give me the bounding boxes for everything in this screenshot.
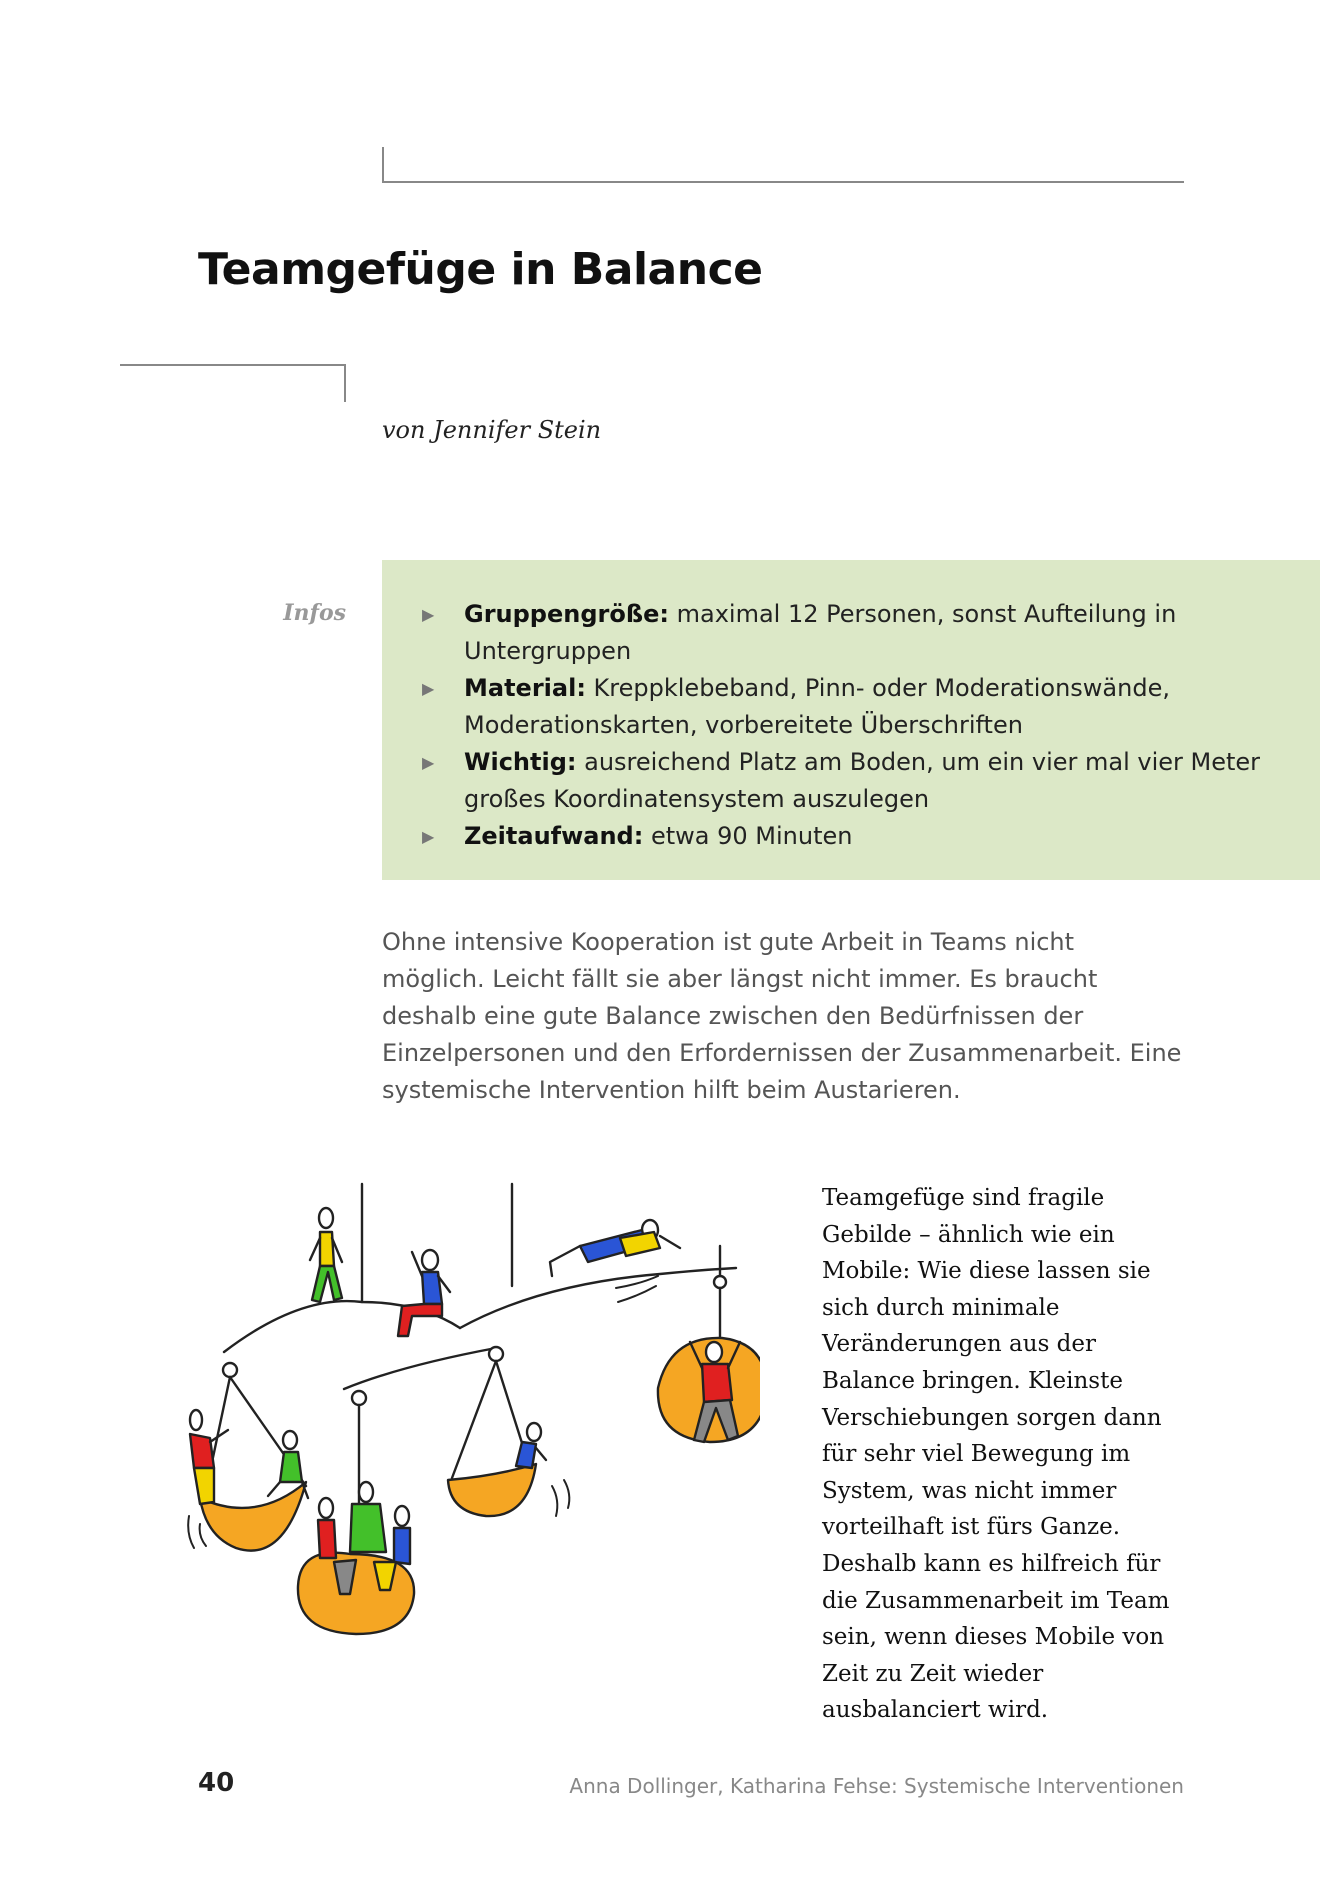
page-number: 40 <box>198 1768 235 1798</box>
intro-paragraph: Ohne intensive Kooperation ist gute Arbeit in Teams nicht möglich. Leicht fällt sie aber längst nicht immer. Es braucht deshalb eine gute Balance zwischen den Bedürfnissen der Einzelpersonen und den Erfordernissen der Zusammenarbeit. Eine systemische Intervention hilft beim Austarieren. <box>382 928 1182 1104</box>
triangle-bullet-icon: ▶ <box>422 753 435 772</box>
team-mobile-illustration <box>180 1176 760 1636</box>
info-text: Kreppklebeband, Pinn- oder Moderationswände, Moderationskarten, vorbereitete Überschriften <box>464 674 1170 739</box>
author-decorative-rule <box>120 364 346 402</box>
left-bowl <box>200 1482 306 1551</box>
info-key: Zeitaufwand: <box>464 822 644 850</box>
figure-blue-middle-bowl <box>516 1423 546 1468</box>
mobile-strings <box>362 1184 720 1302</box>
side-paragraph: Teamgefüge sind fragile Gebilde – ähnlich wie ein Mobile: Wie diese lassen sie sich durch minimale Veränderungen aus der Balance bringen. Kleinste Verschiebungen sorgen dann für sehr viel Bewegung im System, was nicht immer vorteilhaft ist fürs Ganze. Deshalb kann es hilfreich für die Zusammenarbeit im Team sein, wenn dieses Mobile von Zeit zu Zeit wieder ausbalanciert wird. <box>822 1185 1170 1724</box>
triangle-bullet-icon: ▶ <box>422 827 435 846</box>
infos-label: Infos <box>283 600 346 626</box>
figure-yellow-standing <box>310 1208 342 1302</box>
middle-bowl <box>448 1464 536 1516</box>
info-key: Wichtig: <box>464 748 577 776</box>
info-item-time <box>422 818 1280 855</box>
info-text: etwa 90 Minuten <box>643 822 853 850</box>
info-item-material <box>422 670 1280 744</box>
figure-red-yellow-left <box>190 1410 228 1504</box>
top-decorative-rule <box>382 147 1184 183</box>
triangle-bullet-icon: ▶ <box>422 605 435 624</box>
info-item-group-size <box>422 596 1280 670</box>
author-line: von Jennifer Stein <box>382 416 602 444</box>
figure-red-blue-sitting <box>398 1250 450 1336</box>
info-box <box>382 560 1320 880</box>
triangle-bullet-icon: ▶ <box>422 679 435 698</box>
info-key: Material: <box>464 674 586 702</box>
page-title: Teamgefüge in Balance <box>198 244 763 295</box>
info-list <box>422 596 1280 855</box>
info-text: ausreichend Platz am Boden, um ein vier mal vier Meter großes Koordinatensystem auszulegen <box>464 748 1261 813</box>
footer-credit: Anna Dollinger, Katharina Fehse: Systemische Interventionen <box>569 1774 1184 1798</box>
info-key: Gruppengröße: <box>464 600 669 628</box>
info-item-important <box>422 744 1280 818</box>
info-text: maximal 12 Personen, sonst Aufteilung in Untergruppen <box>464 600 1177 665</box>
figure-blue-yellow-lying <box>550 1220 680 1276</box>
